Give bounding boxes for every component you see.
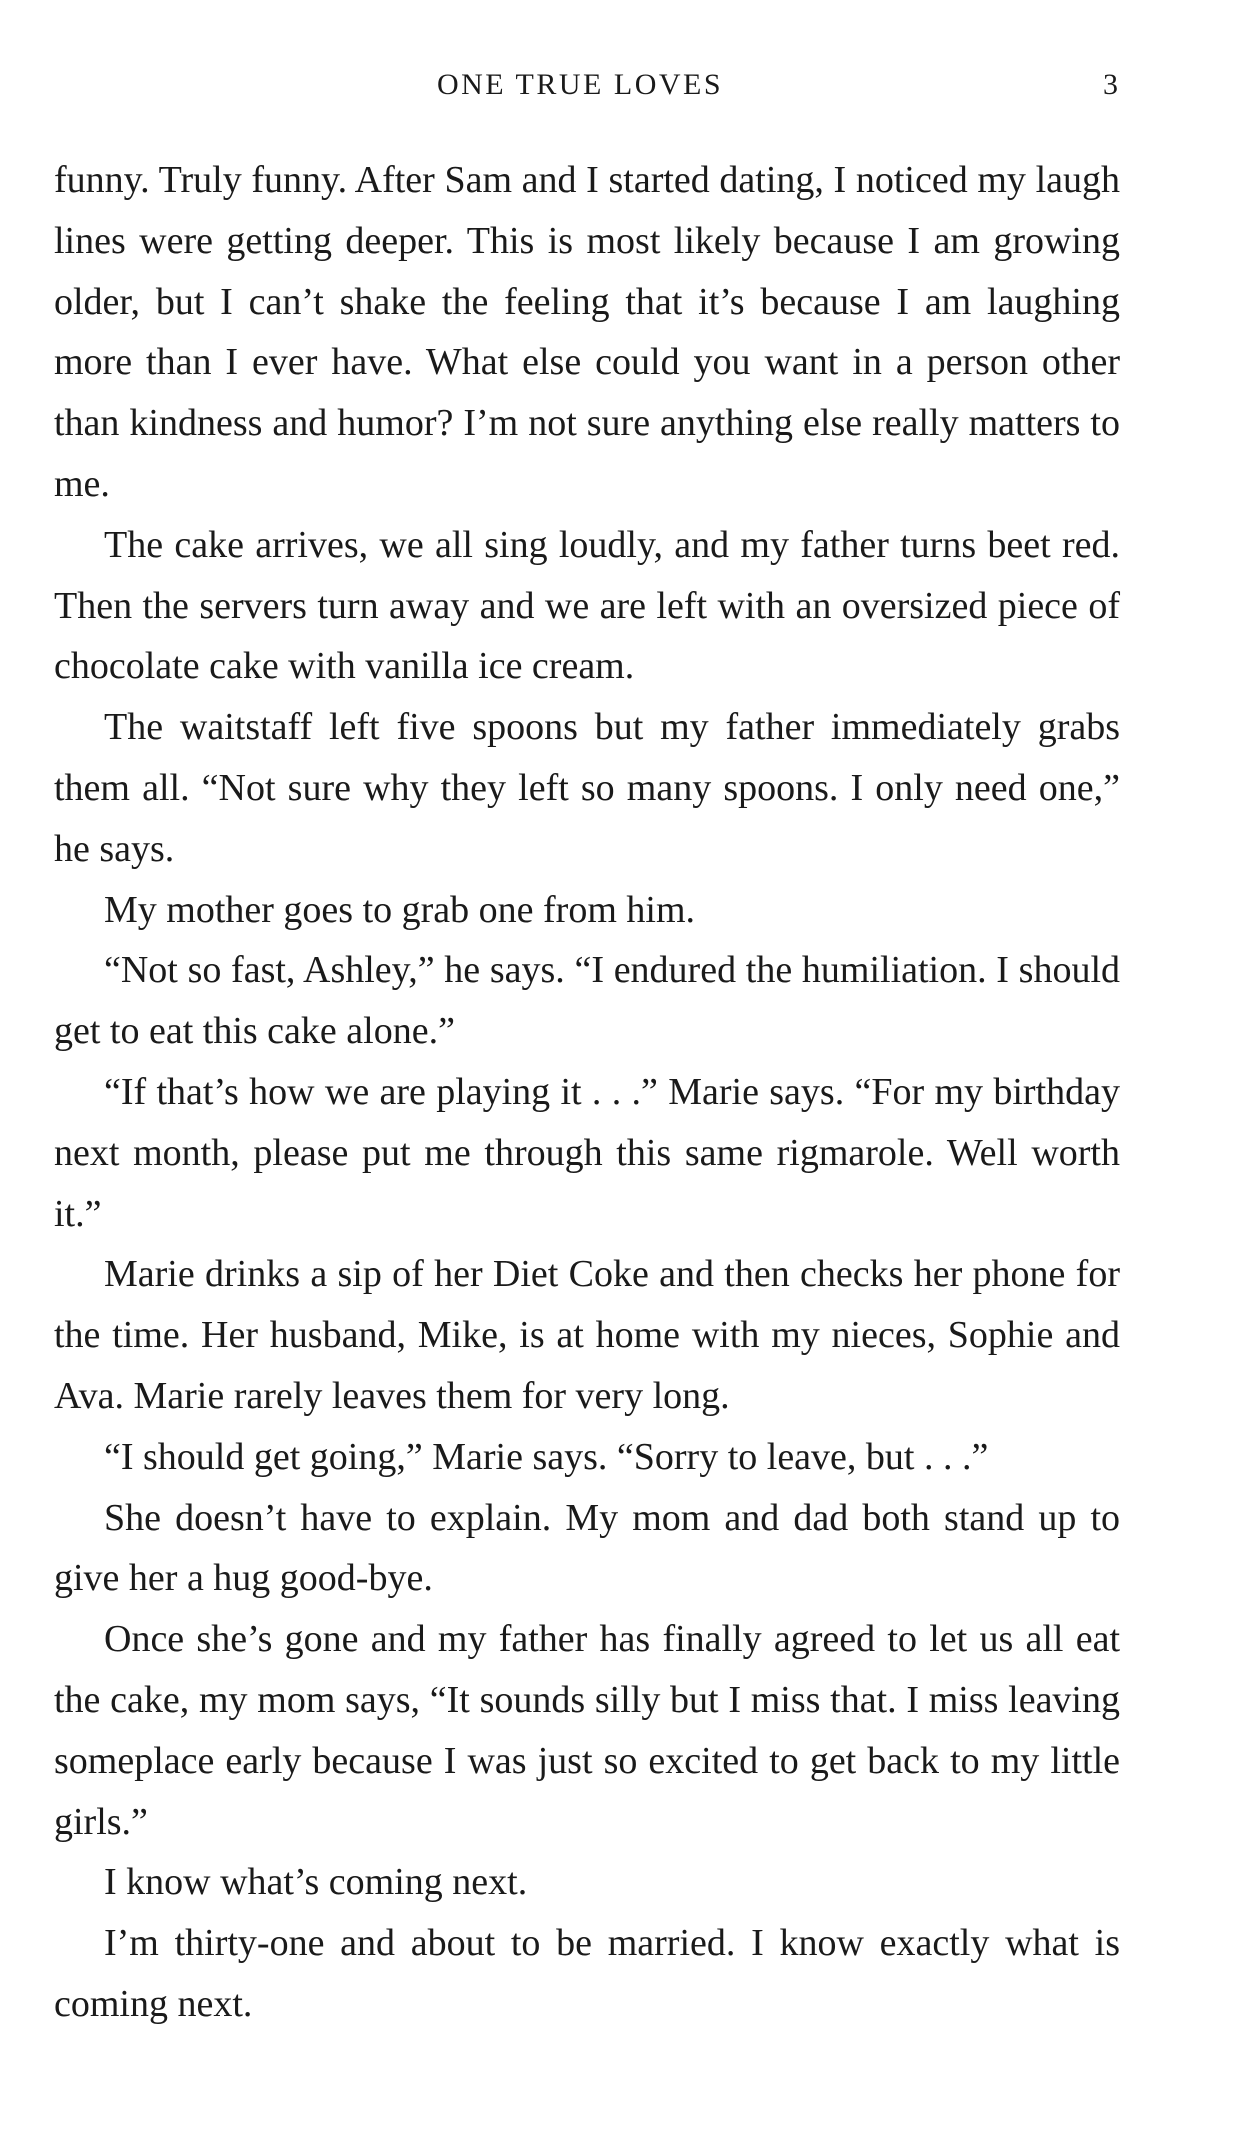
paragraph: “Not so fast, Ashley,” he says. “I endured the humiliation. I should get to eat this cake alone.” bbox=[54, 949, 1120, 1053]
paragraph: My mother goes to grab one from him. bbox=[104, 888, 696, 931]
paragraph: Marie drinks a sip of her Diet Coke and then checks her phone for the time. Her husband, Mike, is at home with my nieces, Sophie and Ava. Marie rarely leaves them for very long. bbox=[54, 1253, 1120, 1417]
body-text bbox=[54, 150, 1120, 2035]
paragraph: “I should get going,” Marie says. “Sorry to leave, but . . .” bbox=[104, 1435, 989, 1478]
paragraph: funny. Truly funny. After Sam and I started dating, I noticed my laugh lines were getting deeper. This is most likely because I am growing older, but I can’t shake the feeling that it’s because I am laughing more than I ever have. What else could you want in a person other than kindness and humor? I’m not sure anything else really matters to me. bbox=[54, 159, 1120, 505]
paragraph: She doesn’t have to explain. My mom and dad both stand up to give her a hug good-bye. bbox=[54, 1496, 1120, 1600]
paragraph: The waitstaff left five spoons but my father immediately grabs them all. “Not sure why they left so many spoons. I only need one,” he says. bbox=[54, 706, 1120, 870]
paragraph: I’m thirty-one and about to be married. I know exactly what is coming next. bbox=[54, 1922, 1120, 2025]
paragraph: The cake arrives, we all sing loudly, and my father turns beet red. Then the servers turn away and we are left with an oversized piece of chocolate cake with vanilla ice cream. bbox=[54, 523, 1120, 688]
paragraph: Once she’s gone and my father has finally agreed to let us all eat the cake, my mom says, “It sounds silly but I miss that. I miss leaving someplace early because I was just so excited to get back to my little girls.” bbox=[54, 1618, 1120, 1843]
paragraph: “If that’s how we are playing it . . .” Marie says. “For my birthday next month, please put me through this same rigmarole. Well worth it.” bbox=[54, 1070, 1120, 1235]
running-head bbox=[0, 64, 1248, 112]
running-title: ONE TRUE LOVES bbox=[436, 68, 724, 101]
page-number: 3 bbox=[1103, 68, 1118, 101]
paragraph: I know what’s coming next. bbox=[104, 1861, 528, 1904]
